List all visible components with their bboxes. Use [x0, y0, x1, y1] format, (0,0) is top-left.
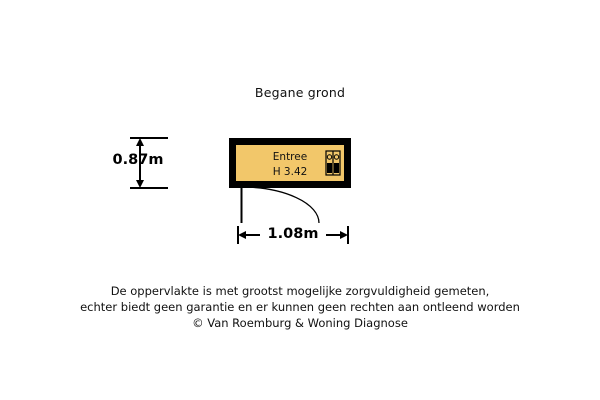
room-entree[interactable] [229, 138, 351, 188]
room-name: Entree [272, 151, 308, 163]
disclaimer-line-2: echter biedt geen garantie en er kunnen geen rechten aan ontleend worden [80, 300, 520, 314]
dimension-height-label: 0.87m [112, 152, 164, 168]
copyright-line: © Van Roemburg & Woning Diagnose [192, 316, 408, 330]
disclaimer-line-1: De oppervlakte is met grootst mogelijke zorgvuldigheid gemeten, [110, 284, 490, 298]
plan-title: Begane grond [254, 85, 346, 100]
door-swing-icon [240, 186, 324, 224]
meter-cabinet-icon [325, 150, 341, 176]
disclaimer [0, 283, 600, 331]
room-area: H 3.42 [272, 166, 308, 178]
dimension-width-label: 1.08m [267, 226, 319, 242]
